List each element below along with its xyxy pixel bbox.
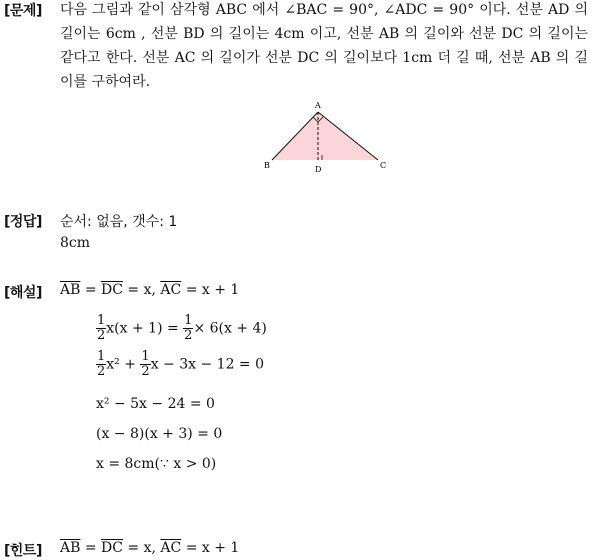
label-d: D	[315, 165, 322, 174]
label-a: A	[315, 101, 321, 110]
hint-label: [힌트]	[4, 543, 42, 559]
answer-value: 8cm	[60, 235, 91, 251]
solution-step-5: x = 8cm(∵ x > 0)	[96, 456, 217, 472]
fraction-den: 2	[97, 328, 106, 343]
fraction-num: 1	[184, 313, 193, 328]
solution-step-4: (x − 8)(x + 3) = 0	[96, 426, 223, 442]
solution-step-3: x² − 5x − 24 = 0	[96, 396, 215, 412]
solution-intro	[60, 282, 239, 298]
label-b: B	[264, 161, 270, 170]
step-2-left: x² +	[106, 356, 141, 373]
hint-segment-dc: $\overline{DC}$	[101, 540, 123, 556]
fraction-num: 1	[141, 349, 150, 364]
solution-step-1	[96, 314, 267, 343]
hint-intro-eq2: = x,	[122, 540, 161, 556]
triangle-figure	[258, 98, 392, 176]
fraction-den: 2	[97, 364, 106, 379]
hint-intro-eq1: =	[80, 540, 102, 556]
triangle-fill	[272, 112, 378, 160]
fraction-half	[140, 350, 150, 379]
answer-meta: 순서: 없음, 갯수: 1	[60, 214, 178, 230]
fraction-num: 1	[97, 313, 106, 328]
step-1-right: × 6(x + 4)	[193, 320, 267, 337]
solution-intro-eq1: =	[80, 282, 102, 298]
segment-dc: $\overline{DC}$	[101, 282, 123, 298]
fraction-half	[96, 350, 106, 379]
fraction-half	[183, 314, 193, 343]
step-1-left: x(x + 1) =	[106, 320, 184, 337]
label-c: C	[380, 161, 387, 170]
hint-intro-eq3: = x + 1	[181, 540, 240, 556]
hint-segment-ab: $\overline{AB}$	[60, 540, 81, 556]
fraction-den: 2	[141, 364, 150, 379]
solution-label: [해설]	[4, 285, 42, 301]
fraction-half	[96, 314, 106, 343]
hint-segment-ac: $\overline{AC}$	[160, 540, 182, 556]
segment-ab: $\overline{AB}$	[60, 282, 81, 298]
solution-step-2	[96, 350, 264, 379]
fraction-num: 1	[97, 349, 106, 364]
problem-label: [문제]	[4, 3, 42, 19]
answer-label: [정답]	[4, 214, 42, 230]
solution-intro-eq2: = x,	[122, 282, 161, 298]
fraction-den: 2	[184, 328, 193, 343]
solution-intro-eq3: = x + 1	[181, 282, 240, 298]
problem-text: 다음 그림과 같이 삼각형 ABC 에서 ∠BAC = 90°, ∠ADC = 90° 이다. 선분 AD 의 길이는 6cm , 선분 BD 의 길이는 4cm 이고, 선분 AB 의 길이와 선분 DC 의 길이는 같다고 한다. 선분 AC 의 길이가 선분 DC 의 길이보다 1cm 더 길 때, 선분 AB 의 길이를 구하여라.	[60, 2, 588, 90]
hint-intro	[60, 540, 239, 556]
step-2-right: x − 3x − 12 = 0	[150, 356, 265, 373]
segment-ac: $\overline{AC}$	[160, 282, 182, 298]
